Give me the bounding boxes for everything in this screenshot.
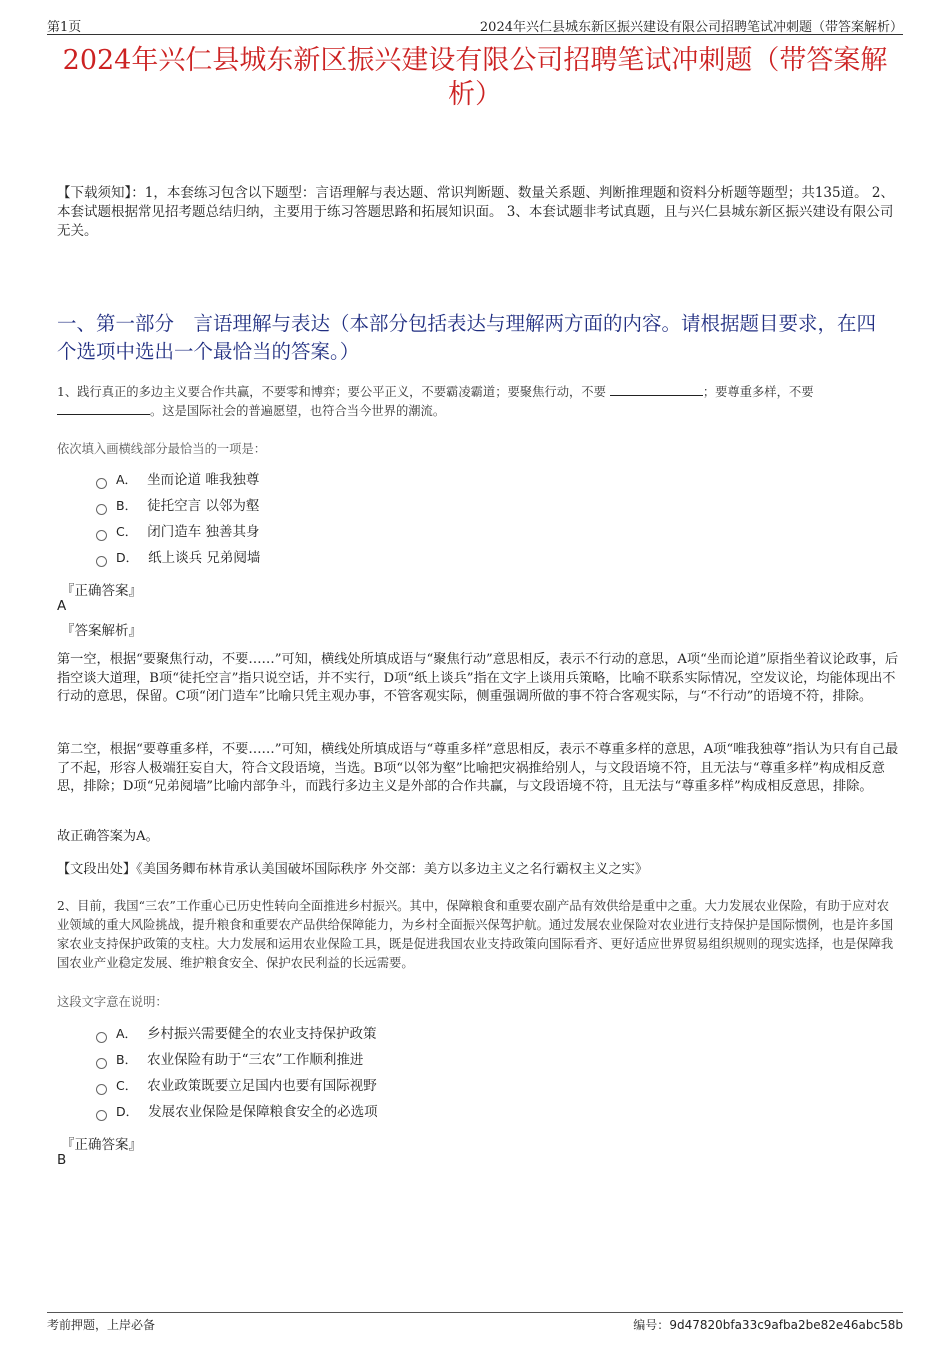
footer-slogan: 考前押题，上岸必备 [47, 1318, 156, 1332]
option-b[interactable]: B． 徒托空言 以邻为壑 [96, 496, 259, 516]
answer-blank [57, 402, 150, 415]
page-number: 第1页 [47, 20, 82, 35]
question-1-prompt: 依次填入画横线部分最恰当的一项是： [57, 442, 267, 456]
answer-blank [610, 383, 703, 396]
radio-icon[interactable] [96, 504, 107, 515]
correct-answer: A [57, 598, 67, 614]
analysis-conclusion: 故正确答案为A。 [57, 829, 159, 844]
correct-answer-label: 『正确答案』 [61, 583, 142, 599]
page-header [47, 14, 903, 35]
section-title: 一、第一部分 言语理解与表达（本部分包括表达与理解两方面的内容。请根据题目要求，在四个选项中选出一个最恰当的答案。） [57, 312, 877, 363]
page-footer [47, 1312, 903, 1335]
analysis-paragraph-2: 第二空，根据“要尊重多样，不要……”可知，横线处所填成语与“尊重多样”意思相反，表示不尊重多样的意思，A项“唯我独尊”指认为只有自己最了不起，形容人极端狂妄自大，符合文段语境，当选。B项“以邻为壑”比喻把灾祸推给别人，与文段语境不符，且无法与“尊重多样”构成相反意思，排除；D项“兄弟阋墙”比喻内部争斗，而践行多边主义是外部的合作共赢，与文段语境不符，且无法与“尊重多样”构成相反意思，排除。 [57, 742, 899, 794]
option-c[interactable]: C． 农业政策既要立足国内也要有国际视野 [96, 1076, 377, 1096]
radio-icon[interactable] [96, 530, 107, 541]
option-c[interactable]: C． 闭门造车 独善其身 [96, 522, 260, 542]
document-title: 2024年兴仁县城东新区振兴建设有限公司招聘笔试冲刺题（带答案解析） [62, 45, 888, 110]
download-notice: 【下载须知】：1，本套练习包含以下题型：言语理解与表达题、常识判断题、数量关系题、判断推理题和资料分析题等题型；共135道。 2、本套试题根据常见招考题总结归纳，主要用于练习答题思路和拓展知识面。 3、本套试题非考试真题，且与兴仁县城东新区振兴建设有限公司无关。 [57, 185, 894, 239]
option-a[interactable]: A． 乡村振兴需要健全的农业支持保护政策 [96, 1024, 377, 1044]
radio-icon[interactable] [96, 556, 107, 567]
radio-icon[interactable] [96, 1084, 107, 1095]
correct-answer: B [57, 1152, 67, 1168]
radio-icon[interactable] [96, 1058, 107, 1069]
analysis-label: 『答案解析』 [61, 623, 142, 639]
option-b[interactable]: B． 农业保险有助于“三农”工作顺利推进 [96, 1050, 363, 1070]
analysis-paragraph-1: 第一空，根据“要聚焦行动，不要……”可知，横线处所填成语与“聚焦行动”意思相反，表示不行动的意思，A项“坐而论道”原指坐着议论政事，后指空谈大道理，B项“徒托空言”指只说空话，并不实行，D项“纸上谈兵”指在文字上谈用兵策略，比喻不联系实际情况，空发议论，均能体现出不行动的意思，保留。C项“闭门造车”比喻只凭主观办事，不管客观实际，侧重强调所做的事不符合客观实际，与“不行动”的语境不符，排除。 [57, 652, 899, 704]
option-d[interactable]: D． 纸上谈兵 兄弟阋墙 [96, 548, 260, 568]
text-source: 【文段出处】《美国务卿布林肯承认美国破坏国际秩序 外交部：美方以多边主义之名行霸权主义之实》 [57, 862, 649, 877]
question-2-stem: 2、目前，我国“三农”工作重心已历史性转向全面推进乡村振兴。其中，保障粮食和重要农副产品有效供给是重中之重。大力发展农业保险，有助于应对农业领域的重大风险挑战，提升粮食和重要农产品供给保障能力，为乡村全面振兴保驾护航。通过发展农业保险对农业进行支持保护是国际惯例，也是许多国家农业支持保护政策的支柱。大力发展和运用农业保险工具，既是促进我国农业支持政策向国际看齐、更好适应世界贸易组织规则的现实选择，也是保障我国农业产业稳定发展、维护粮食安全、保护农民利益的长远需要。 [57, 899, 894, 970]
question-1-stem: 1、践行真正的多边主义要合作共赢，不要零和博弈；要公平正义，不要霸凌霸道；要聚焦行动，不要 ；要尊重多样，不要 。这是国际社会的普遍愿望，也符合当今世界的潮流。 [57, 385, 814, 418]
serial-number: 编号：9d47820bfa33c9afba2be82e46abc58b [633, 1318, 903, 1332]
option-d[interactable]: D． 发展农业保险是保障粮食安全的必选项 [96, 1102, 378, 1122]
correct-answer-label: 『正确答案』 [61, 1137, 142, 1153]
question-2-prompt: 这段文字意在说明： [57, 995, 168, 1009]
radio-icon[interactable] [96, 1032, 107, 1043]
option-a[interactable]: A． 坐而论道 唯我独尊 [96, 470, 259, 490]
radio-icon[interactable] [96, 478, 107, 489]
radio-icon[interactable] [96, 1110, 107, 1121]
header-doc-title: 2024年兴仁县城东新区振兴建设有限公司招聘笔试冲刺题（带答案解析） [479, 20, 903, 35]
